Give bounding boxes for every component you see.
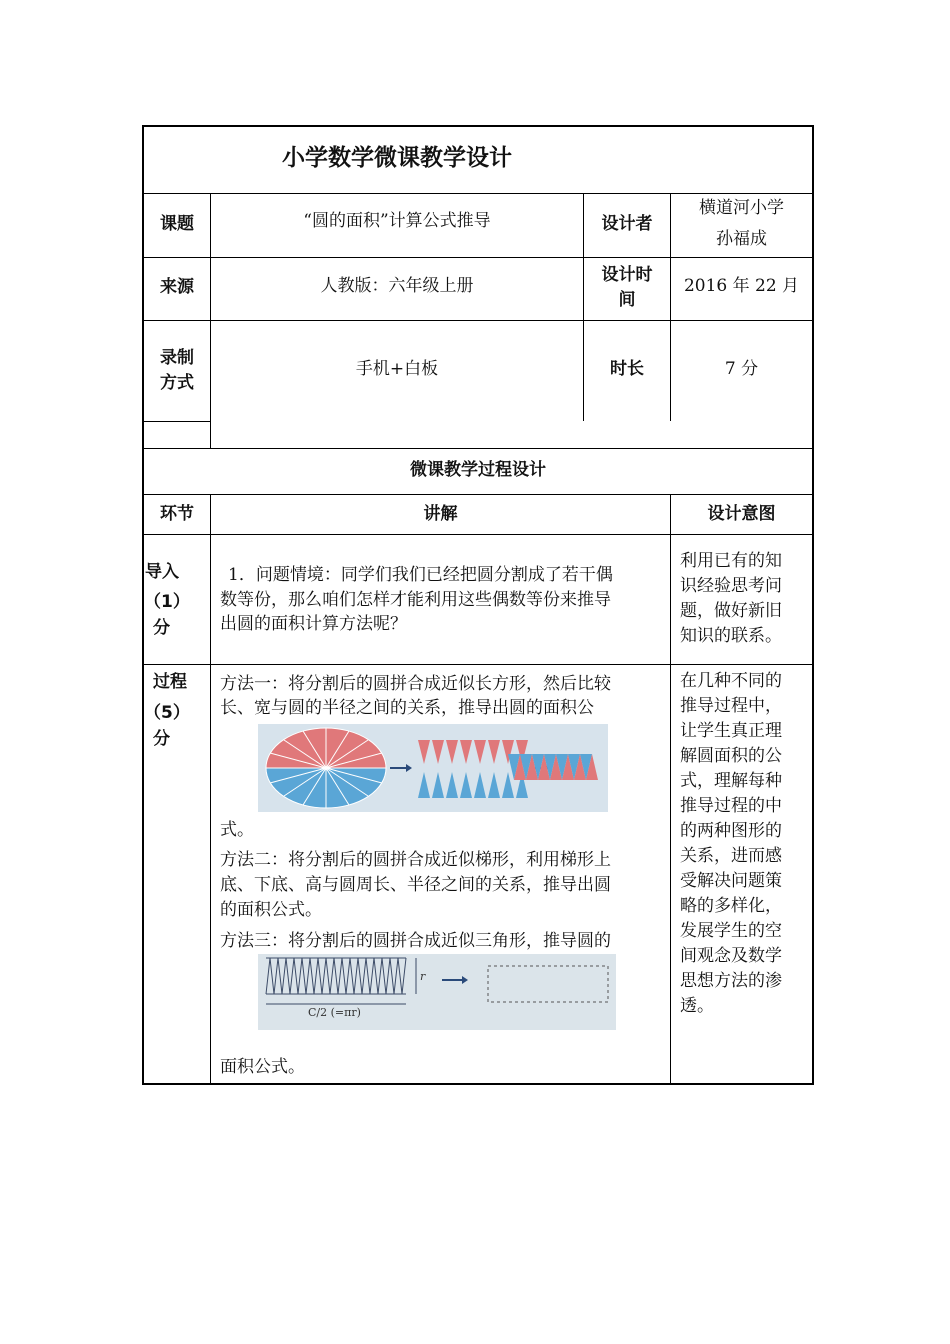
intro-intent-1: 利用已有的知 [680, 551, 782, 571]
duration-label: 时长 [610, 359, 644, 379]
topic-label: 课题 [160, 214, 194, 234]
source-value: 人教版：六年级上册 [320, 276, 474, 296]
intent-line: 发展学生的空 [680, 921, 782, 941]
col-stage-header: 环节 [160, 504, 194, 524]
intro-text-3: 出圆的面积计算方法呢？ [220, 614, 407, 634]
zigzag-sectors [266, 958, 406, 994]
row-line [142, 534, 814, 535]
intent-line: 让学生真正理 [680, 721, 782, 741]
table-border-bottom [142, 1083, 814, 1085]
sector-blue [418, 772, 430, 798]
sector-red [418, 740, 430, 764]
main-stage-1: 过程 [153, 672, 187, 692]
row-line [142, 664, 814, 665]
intent-line: 透。 [680, 996, 714, 1016]
method1-line-1: 方法一：将分割后的圆拼合成近似长方形，然后比较 [220, 674, 611, 694]
table-border-top [142, 125, 814, 127]
approx-rectangle [508, 754, 598, 780]
sector-blue [432, 772, 444, 798]
intro-stage-3: 分 [153, 618, 170, 638]
process-section-title: 微课教学过程设计 [410, 460, 546, 480]
arrow-3 [442, 976, 468, 984]
intent-line: 的两种图形的 [680, 821, 782, 841]
arrow-1 [390, 764, 412, 772]
intent-line: 解圆面积的公 [680, 746, 782, 766]
method2-line-1: 方法二：将分割后的圆拼合成近似梯形，利用梯形上 [220, 850, 611, 870]
row-line [142, 320, 814, 321]
intro-intent-2: 识经验思考问 [680, 576, 782, 596]
designer-label: 设计者 [601, 214, 653, 234]
sector-blue [460, 772, 472, 798]
doc-title: 小学数学微课教学设计 [282, 145, 512, 171]
method1-line-3: 式。 [220, 820, 254, 840]
intent-line: 关系，进而感 [680, 846, 782, 866]
sector-blue [502, 772, 514, 798]
method3-line-2: 面积公式。 [220, 1057, 305, 1077]
source-label: 来源 [160, 277, 194, 297]
figure-circle-svg [258, 724, 608, 812]
main-stage-3: 分 [153, 729, 170, 749]
design-time-label-2: 间 [618, 290, 636, 310]
design-time-value: 2016 年 22 月 [683, 276, 800, 296]
design-time-label-1: 设计时 [601, 265, 653, 285]
record-label-1: 录制 [160, 348, 194, 368]
main-stage-2: （5） [144, 703, 190, 723]
circle-sectors [266, 728, 386, 808]
main-intent-column [680, 669, 810, 1019]
radius-label: r [420, 970, 426, 983]
dashed-target-rect [488, 966, 608, 1002]
sector-red [460, 740, 472, 764]
row-line [142, 494, 814, 495]
duration-value: 7 分 [724, 359, 759, 379]
row-line [142, 257, 814, 258]
row-line [142, 448, 814, 449]
figure-triangle-rearrange [258, 954, 616, 1030]
figure-triangle-svg [258, 954, 616, 1030]
intent-line: 推导过程中， [680, 696, 782, 716]
col-intent-header: 设计意图 [707, 504, 776, 524]
intent-line: 式，理解每种 [680, 771, 782, 791]
sector-red [446, 740, 458, 764]
method2-line-2: 底、下底、高与圆周长、半径之间的关系，推导出圆 [220, 875, 611, 895]
intro-intent-4: 知识的联系。 [680, 626, 782, 646]
intent-line: 思想方法的渗 [680, 971, 782, 991]
col-line [670, 494, 671, 1084]
intro-intent-3: 题，做好新旧 [680, 601, 782, 621]
intro-stage-1: 导入 [145, 562, 179, 582]
record-value: 手机+白板 [355, 359, 439, 379]
base-formula-label: C/2 (=πr) [308, 1006, 361, 1019]
sector-blue [488, 772, 500, 798]
method3-line-1: 方法三：将分割后的圆拼合成近似三角形，推导圆的 [220, 931, 611, 951]
intro-text-2: 数等份，那么咱们怎样才能利用这些偶数等份来推导 [220, 590, 611, 610]
sector-blue [474, 772, 486, 798]
sector-red [432, 740, 444, 764]
method1-line-2: 长、宽与圆的半径之间的关系，推导出圆的面积公 [220, 698, 594, 718]
intent-line: 略的多样化， [680, 896, 782, 916]
figure-circle-rearrange [258, 724, 608, 812]
sector-red [488, 740, 500, 764]
table-border-right [812, 125, 814, 1085]
designer-name: 孙福成 [716, 229, 767, 249]
col-explain-header: 讲解 [423, 504, 458, 524]
designer-school: 横道河小学 [699, 198, 784, 218]
topic-value: “圆的面积”计算公式推导 [303, 211, 491, 231]
row-line [142, 421, 211, 422]
sector-red [474, 740, 486, 764]
method2-line-3: 的面积公式。 [220, 900, 322, 920]
row-line [142, 193, 814, 194]
intro-stage-2: （1） [144, 592, 190, 612]
record-label-2: 方式 [160, 373, 194, 393]
intent-line: 间观念及数学 [680, 946, 782, 966]
intent-line: 推导过程的中 [680, 796, 782, 816]
intent-line: 在几种不同的 [680, 671, 782, 691]
sector-blue [446, 772, 458, 798]
intro-text-1: 1．问题情境：同学们我们已经把圆分割成了若干偶 [228, 565, 613, 585]
col-line [210, 494, 211, 1084]
intent-line: 受解决问题策 [680, 871, 782, 891]
